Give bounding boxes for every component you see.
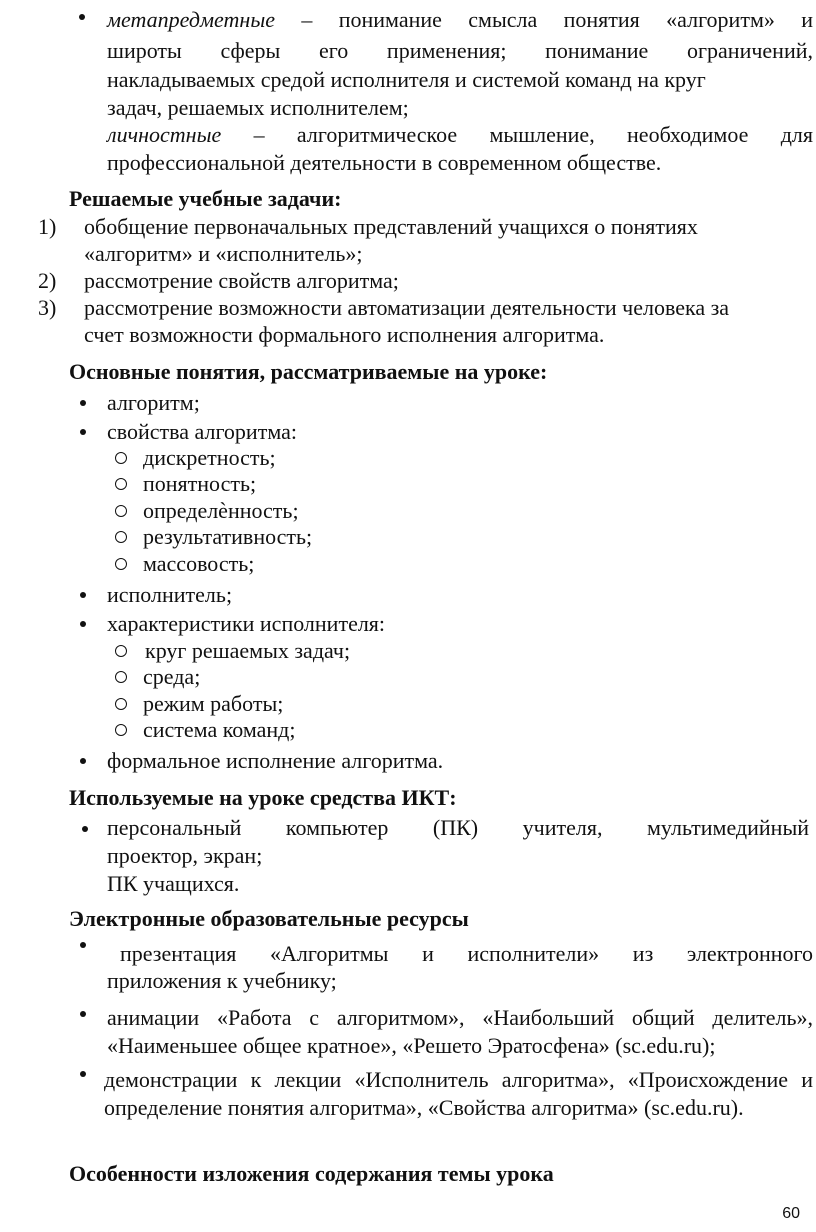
task-number: 3) bbox=[38, 295, 57, 320]
task-item-line1: рассмотрение свойств алгоритма; bbox=[84, 268, 399, 293]
bullet-dot bbox=[80, 1071, 86, 1077]
property-item: результативность; bbox=[143, 524, 313, 549]
task-item-line1: обобщение первоначальных представлений учащихся о понятиях bbox=[84, 214, 698, 239]
ict-line2: проектор, экран; bbox=[107, 843, 263, 868]
concepts-heading: Основные понятия, рассматриваемые на уроке: bbox=[69, 359, 548, 384]
eor-heading: Электронные образовательные ресурсы bbox=[69, 906, 469, 931]
circle-bullet bbox=[115, 698, 127, 710]
task-item-line1: рассмотрение возможности автоматизации деятельности человека за bbox=[84, 295, 730, 320]
circle-bullet bbox=[115, 531, 127, 543]
circle-bullet bbox=[115, 558, 127, 570]
eor-item1-line1: презентация «Алгоритмы и исполнители» из электронного bbox=[120, 941, 813, 966]
personal-results-line2: профессиональной деятельности в современном обществе. bbox=[107, 150, 662, 175]
bullet-dot bbox=[79, 14, 85, 20]
task-item-line2: счет возможности формального исполнения алгоритма. bbox=[84, 322, 605, 347]
page-number: 60 bbox=[782, 1205, 800, 1222]
ict-line1: персональный компьютер (ПК) учителя, мультимедийный bbox=[107, 815, 809, 840]
circle-bullet bbox=[115, 478, 127, 490]
bullet-dot bbox=[80, 429, 86, 435]
circle-bullet bbox=[115, 645, 127, 657]
bullet-dot bbox=[80, 942, 86, 948]
personal-results-line1 bbox=[107, 121, 813, 148]
property-item: понятность; bbox=[143, 471, 257, 496]
meta-desc: – понимание смысла понятия «алгоритм» и bbox=[301, 7, 814, 32]
executor-item: круг решаемых задач; bbox=[145, 638, 351, 663]
meta-results-line1 bbox=[107, 6, 813, 33]
eor-item2-line1: анимации «Работа с алгоритмом», «Наибольший общий делитель», bbox=[107, 1005, 813, 1030]
ict-heading: Используемые на уроке средства ИКТ: bbox=[69, 785, 457, 810]
bullet-dot bbox=[80, 758, 86, 764]
task-item-line2: «алгоритм» и «исполнитель»; bbox=[84, 241, 363, 266]
concept-executor: исполнитель; bbox=[107, 582, 233, 607]
task-number: 2) bbox=[38, 268, 57, 293]
meta-results-line3: накладываемых средой исполнителя и системой команд на круг bbox=[107, 67, 706, 92]
personal-desc: – алгоритмическое мышление, необходимое для bbox=[253, 122, 814, 147]
bullet-dot bbox=[80, 621, 86, 627]
meta-term: метапредметные bbox=[107, 7, 275, 32]
personal-term: личностные bbox=[107, 122, 222, 147]
bullet-dot bbox=[82, 826, 88, 832]
property-item: дискретность; bbox=[143, 445, 276, 470]
executor-item: среда; bbox=[143, 664, 201, 689]
bullet-dot bbox=[80, 1011, 86, 1017]
property-item: массовость; bbox=[143, 551, 255, 576]
ict-line3: ПК учащихся. bbox=[107, 871, 240, 896]
meta-results-line2: широты сферы его применения; понимание ограничений, bbox=[107, 38, 813, 63]
circle-bullet bbox=[115, 724, 127, 736]
task-number: 1) bbox=[38, 214, 57, 239]
circle-bullet bbox=[115, 671, 127, 683]
executor-item: режим работы; bbox=[143, 691, 284, 716]
circle-bullet bbox=[115, 505, 127, 517]
concept-properties: свойства алгоритма: bbox=[107, 419, 297, 444]
eor-item3-line2: определение понятия алгоритма», «Свойства алгоритма» (sc.edu.ru). bbox=[104, 1095, 744, 1120]
concept-formal: формальное исполнение алгоритма. bbox=[107, 748, 444, 773]
concept-algorithm: алгоритм; bbox=[107, 390, 200, 415]
features-heading: Особенности изложения содержания темы урока bbox=[69, 1161, 554, 1186]
circle-bullet bbox=[115, 452, 127, 464]
property-item: определѐнность; bbox=[143, 498, 299, 523]
eor-item3-line1: демонстрации к лекции «Исполнитель алгоритма», «Происхождение и bbox=[104, 1067, 813, 1092]
eor-item2-line2: «Наименьшее общее кратное», «Решето Эратосфена» (sc.edu.ru); bbox=[107, 1033, 716, 1058]
bullet-dot bbox=[80, 400, 86, 406]
concept-executor-chars: характеристики исполнителя: bbox=[107, 611, 386, 636]
eor-item1-line2: приложения к учебнику; bbox=[107, 968, 337, 993]
tasks-heading: Решаемые учебные задачи: bbox=[69, 186, 342, 211]
executor-item: система команд; bbox=[143, 717, 296, 742]
meta-results-line4: задач, решаемых исполнителем; bbox=[107, 95, 409, 120]
bullet-dot bbox=[80, 592, 86, 598]
